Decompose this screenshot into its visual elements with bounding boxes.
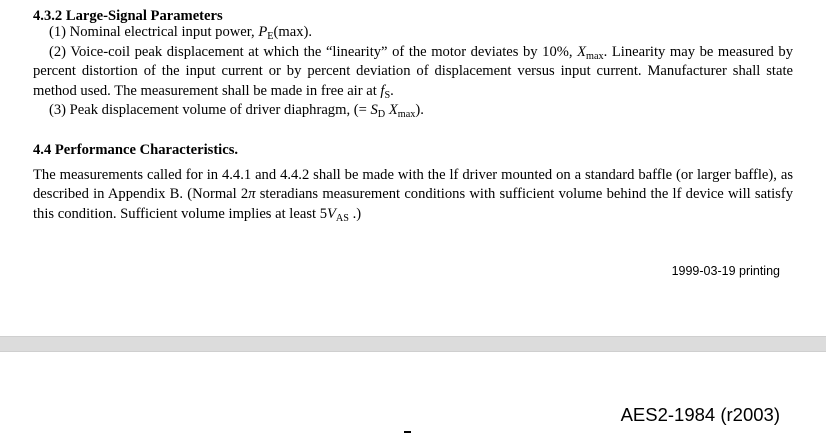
page-separator bbox=[0, 336, 826, 352]
item-text: (max). bbox=[273, 24, 313, 40]
item-text: ). bbox=[415, 102, 424, 118]
section-heading: 4.3.2 Large-Signal Parameters bbox=[33, 8, 223, 24]
subscript: D bbox=[377, 109, 386, 120]
symbol: X bbox=[388, 102, 398, 118]
paragraph-text: .) bbox=[349, 205, 362, 222]
symbol: P bbox=[258, 24, 268, 40]
pi-symbol: π bbox=[248, 186, 256, 202]
subscript: S bbox=[384, 89, 391, 101]
subscript: AS bbox=[335, 212, 349, 224]
list-item bbox=[33, 43, 793, 102]
subscript: max bbox=[586, 50, 604, 62]
section-paragraph bbox=[33, 166, 793, 225]
section-4-4 bbox=[33, 140, 793, 225]
item-text: (3) Peak displacement volume of driver diaphragm, (= bbox=[49, 102, 371, 118]
printing-note: 1999-03-19 printing bbox=[671, 264, 780, 278]
item-text: . bbox=[390, 82, 394, 99]
document-body bbox=[33, 0, 793, 224]
symbol: V bbox=[327, 205, 336, 222]
symbol: X bbox=[577, 43, 587, 60]
paragraph-text: steradians measurement conditions with sufficient volume behind the lf device will satisfy this condition. Sufficient volume implies at least 5 bbox=[33, 186, 793, 222]
item-text: . Linearity may be measured by percent distortion of the input current or by percent deviation of displacement versus input current. Manufacturer shall state method used. The measurement shall be made in free air at bbox=[33, 43, 793, 99]
footer-document-code: AES2-1984 (r2003) bbox=[620, 404, 780, 425]
paragraph-text: The measurements called for in 4.4.1 and 4.4.2 shall be made with the lf driver mounted on a standard baffle (or larger baffle), as described in Appendix B. (Normal 2 bbox=[33, 166, 793, 202]
item-text: (1) Nominal electrical input power, bbox=[49, 24, 259, 40]
symbol: f bbox=[380, 82, 385, 99]
subscript: E bbox=[267, 31, 274, 42]
subscript: max bbox=[397, 109, 416, 120]
item-text: (2) Voice-coil peak displacement at which the “linearity” of the motor deviates by 10%, bbox=[49, 43, 578, 60]
section-heading: 4.4 Performance Characteristics. bbox=[33, 141, 239, 158]
symbol: S bbox=[370, 102, 378, 118]
list-item bbox=[33, 101, 793, 121]
section-4-3-2 bbox=[33, 0, 793, 121]
list-item bbox=[33, 23, 793, 43]
